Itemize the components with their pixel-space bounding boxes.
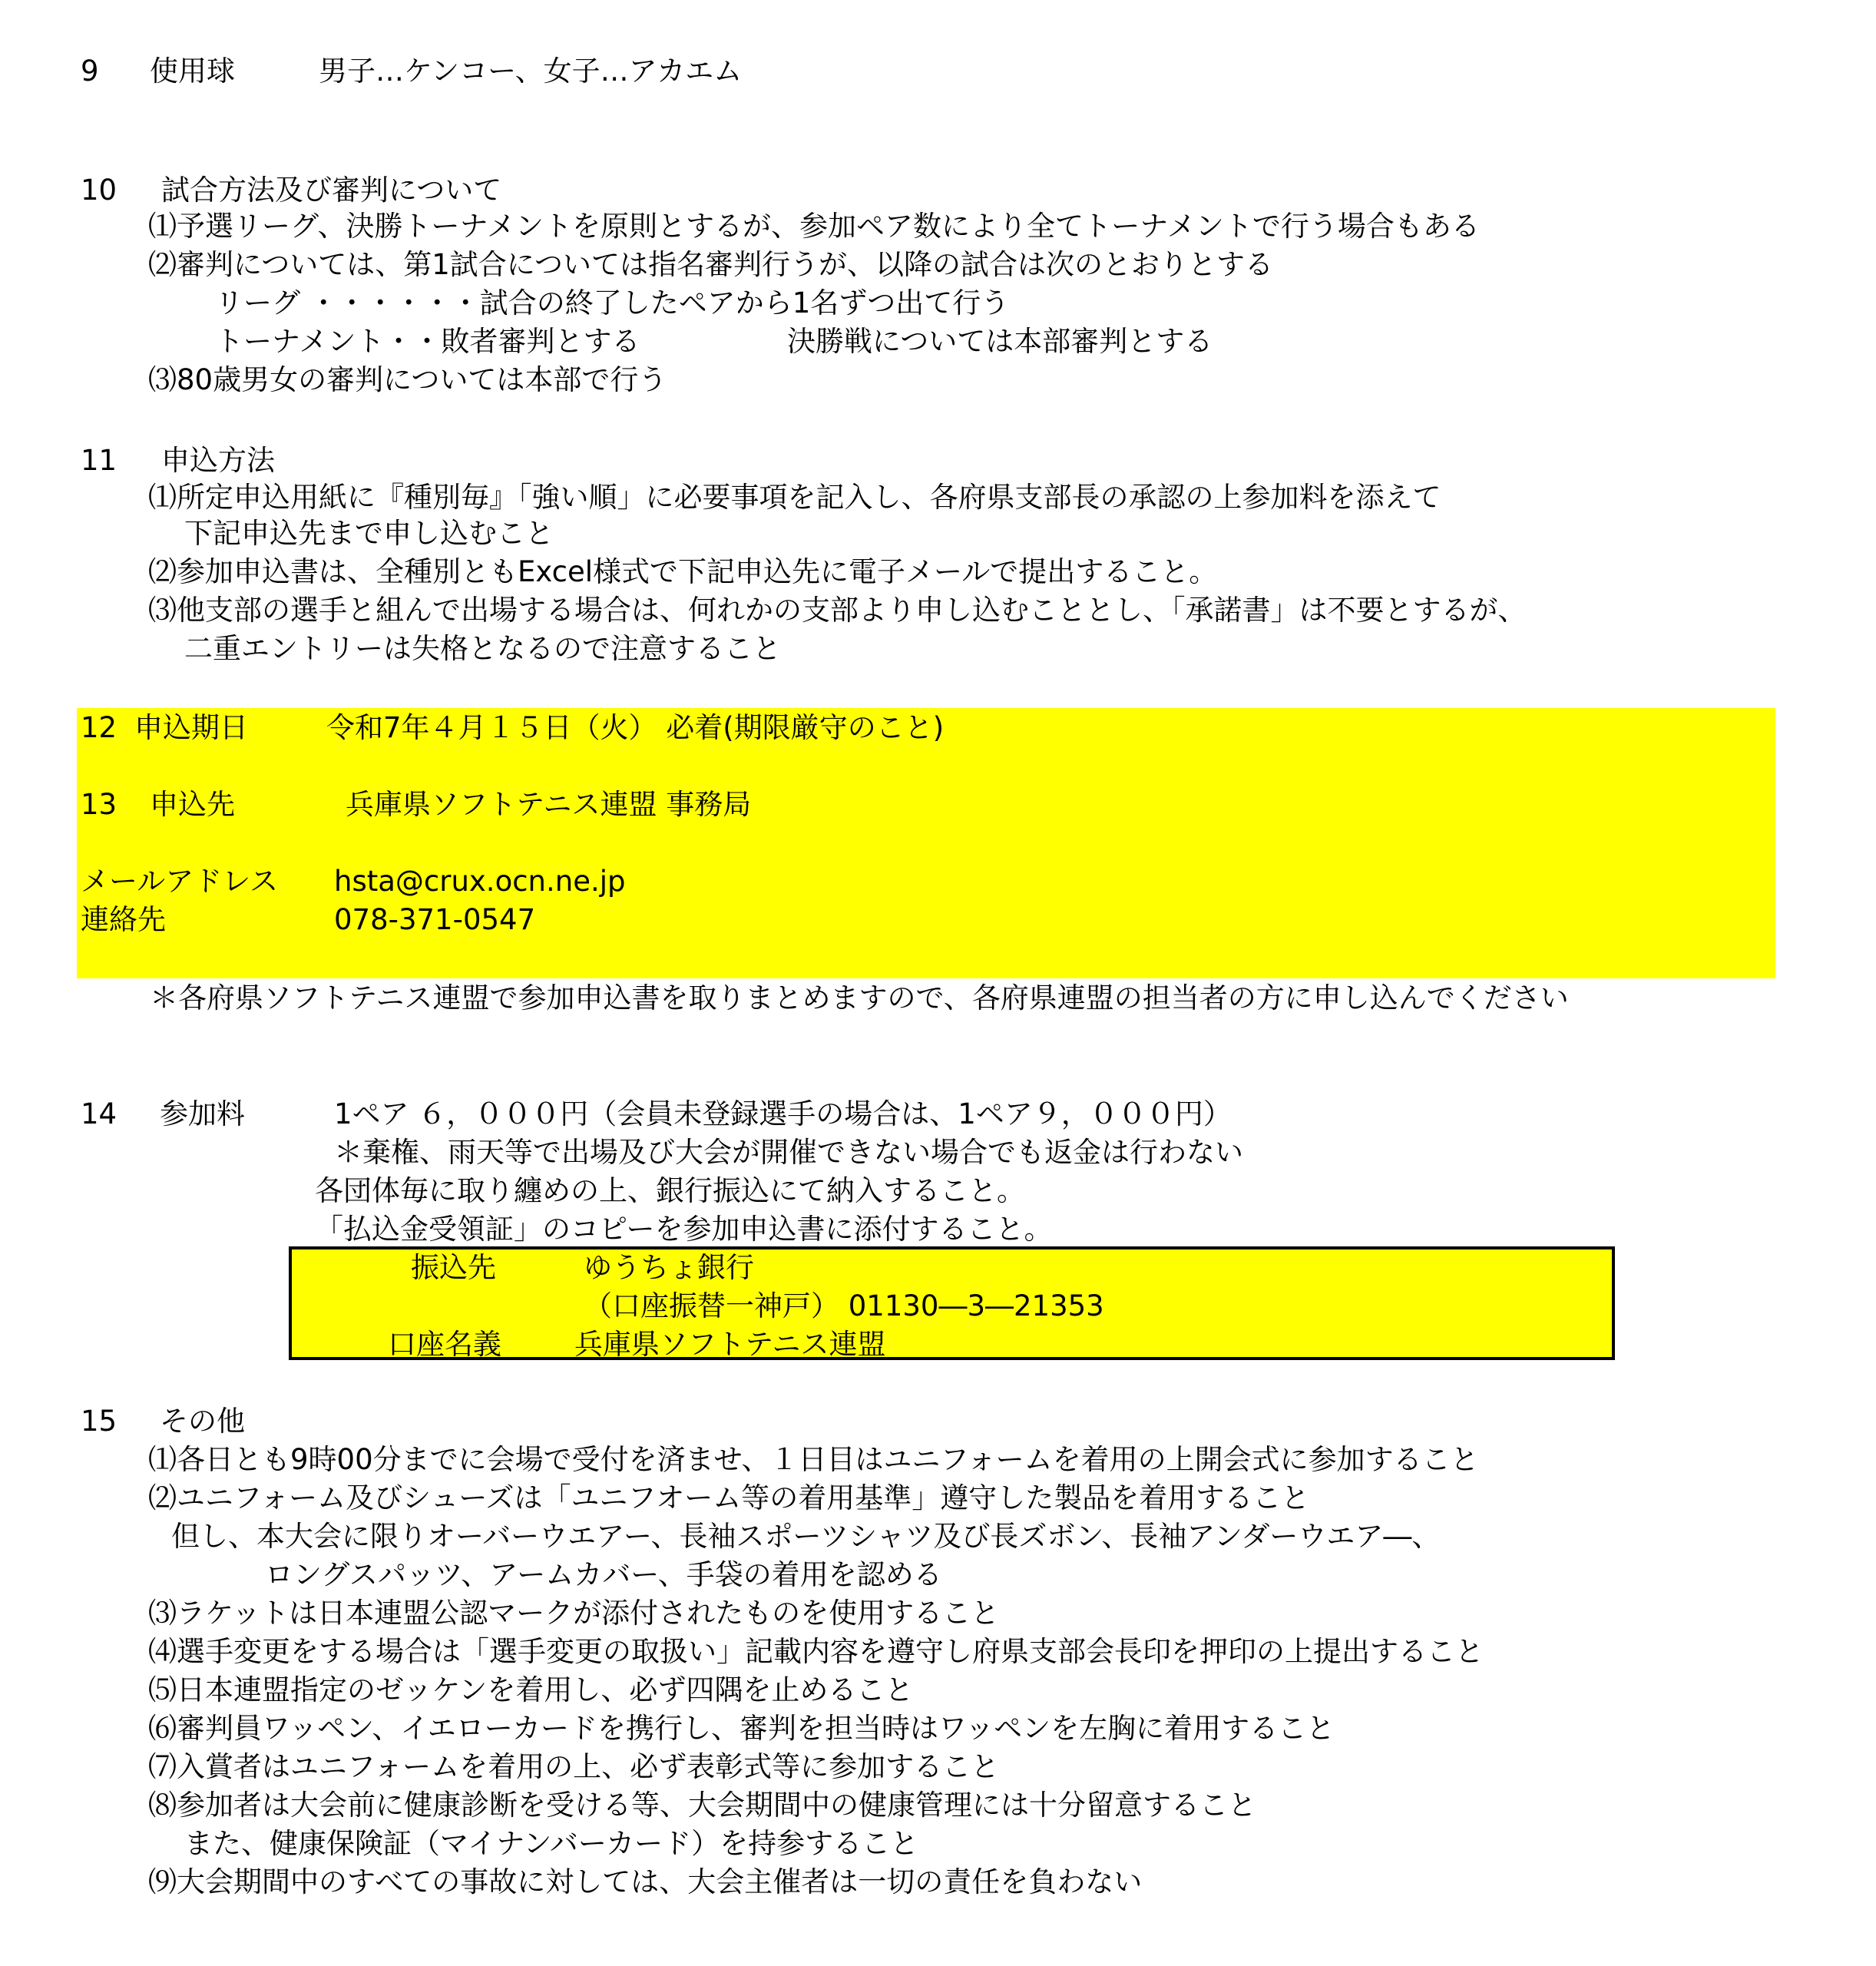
account-number: （口座振替一神戸） 01130―3―21353: [584, 1289, 1104, 1322]
section-title: 申込期日: [134, 711, 248, 744]
section-value: 兵庫県ソフトテニス連盟 事務局: [346, 788, 752, 821]
list-item: ⑵審判については、第1試合については指名審判行うが、以降の試合は次のとおりとする: [148, 248, 1274, 281]
section-13: [81, 787, 752, 822]
list-item: ⑶他支部の選手と組んで出場する場合は、何れかの支部より申し込むこととし、「承諾書」は不要とするが、: [148, 594, 1527, 627]
list-item: ⑹審判員ワッペン、イエローカードを携行し、審判を担当時はワッペンを左胸に着用すること: [148, 1712, 1335, 1745]
list-item: ⑴所定申込用紙に『種別毎』「強い順」に必要事項を記入し、各府県支部長の承認の上参加料を添えて: [148, 481, 1441, 514]
contact-row: [81, 902, 536, 938]
section-title: 申込先: [150, 788, 235, 821]
section-value: 令和7年４月１５日（火） 必着(期限厳守のこと): [326, 711, 945, 744]
bank-label: 振込先: [411, 1251, 496, 1284]
list-item: ⑶80歳男女の審判については本部で行う: [148, 363, 667, 396]
section-9: [81, 54, 743, 89]
bank-row: [411, 1250, 754, 1286]
mail-row: [81, 864, 626, 899]
holder-label: 口座名義: [388, 1328, 501, 1361]
fee-note: 各団体毎に取り纏めの上、銀行振込にて納入すること。: [315, 1174, 1025, 1207]
section-number: 13: [81, 788, 117, 821]
bank-name: ゆうちょ銀行: [584, 1251, 754, 1284]
section-15: [81, 1404, 245, 1439]
section-11: [81, 443, 275, 478]
section-number: 9: [81, 55, 99, 88]
holder-name: 兵庫県ソフトテニス連盟: [574, 1328, 886, 1361]
section-title: 試合方法及び審判について: [161, 174, 502, 207]
note-text: ＊各府県ソフトテニス連盟で参加申込書を取りまとめますので、各府県連盟の担当者の方に申し込んでください: [150, 981, 1569, 1014]
section-number: 15: [81, 1405, 117, 1438]
mail-address: hsta@crux.ocn.ne.jp: [334, 865, 626, 898]
list-item: [215, 324, 1213, 359]
list-item: 但し、本大会に限りオーバーウエアー、長袖スポーツシャツ及び長ズボン、長袖アンダーウエア―、: [171, 1520, 1441, 1553]
list-item: ⑻参加者は大会前に健康診断を受ける等、大会期間中の健康管理には十分留意すること: [148, 1789, 1256, 1822]
list-item: リーグ ・・・・・・試合の終了したペアから1名ずつ出て行う: [215, 286, 1010, 319]
list-item: また、健康保険証（マイナンバーカード）を持参すること: [184, 1827, 919, 1860]
section-number: 12: [81, 711, 117, 744]
list-item: ⑸日本連盟指定のゼッケンを着用し、必ず四隅を止めること: [148, 1673, 914, 1706]
section-title: 使用球: [150, 55, 235, 88]
section-number: 14: [81, 1097, 117, 1130]
list-item: ⑵参加申込書は、全種別ともExcel様式で下記申込先に電子メールで提出すること。: [148, 555, 1218, 588]
section-title: その他: [160, 1405, 245, 1438]
list-item: ロングスパッツ、アームカバー、手袋の着用を認める: [265, 1558, 942, 1591]
highlight-block: [77, 708, 1775, 978]
list-item: ⑴各日とも9時00分までに会場で受付を済ませ、１日目はユニフォームを着用の上開会式に参加すること: [148, 1443, 1479, 1476]
section-12: [81, 710, 945, 746]
fee-note: ＊棄権、雨天等で出場及び大会が開催できない場合でも返金は行わない: [334, 1136, 1243, 1169]
section-title: 参加料: [160, 1097, 245, 1130]
holder-row: [388, 1327, 886, 1362]
fee-note: 「払込金受領証」のコピーを参加申込書に添付すること。: [315, 1213, 1053, 1246]
list-item: ⑼大会期間中のすべての事故に対しては、大会主催者は一切の責任を負わない: [148, 1865, 1143, 1898]
mail-label: メールアドレス: [81, 865, 279, 898]
list-item: ⑴予選リーグ、決勝トーナメントを原則とするが、参加ペア数により全てトーナメントで行う場合もある: [148, 210, 1480, 243]
list-item: 下記申込先まで申し込むこと: [184, 517, 554, 550]
tournament-text: トーナメント・・敗者審判とする: [215, 325, 640, 358]
section-number: 11: [81, 444, 117, 477]
phone-number: 078-371-0547: [334, 903, 536, 936]
list-item: ⑶ラケットは日本連盟公認マークが添付されたものを使用すること: [148, 1597, 1000, 1630]
list-item: ⑺入賞者はユニフォームを着用の上、必ず表彰式等に参加すること: [148, 1750, 1000, 1783]
list-item: 二重エントリーは失格となるので注意すること: [184, 632, 781, 665]
section-title: 申込方法: [161, 444, 275, 477]
section-10: [81, 173, 502, 208]
contact-label: 連絡先: [81, 903, 166, 936]
section-number: 10: [81, 174, 117, 207]
final-text: 決勝戦については本部審判とする: [787, 325, 1213, 358]
section-14: [81, 1097, 1232, 1132]
list-item: ⑵ユニフォーム及びシューズは「ユニフオーム等の着用基準」遵守した製品を着用すること: [148, 1481, 1310, 1514]
fee-text: 1ペア ６，０００円（会員未登録選手の場合は、1ペア９，０００円）: [334, 1097, 1232, 1130]
section-value: 男子…ケンコー、女子…アカエム: [319, 55, 743, 88]
list-item: ⑷選手変更をする場合は「選手変更の取扱い」記載内容を遵守し府県支部会長印を押印の上提出すること: [148, 1635, 1484, 1668]
